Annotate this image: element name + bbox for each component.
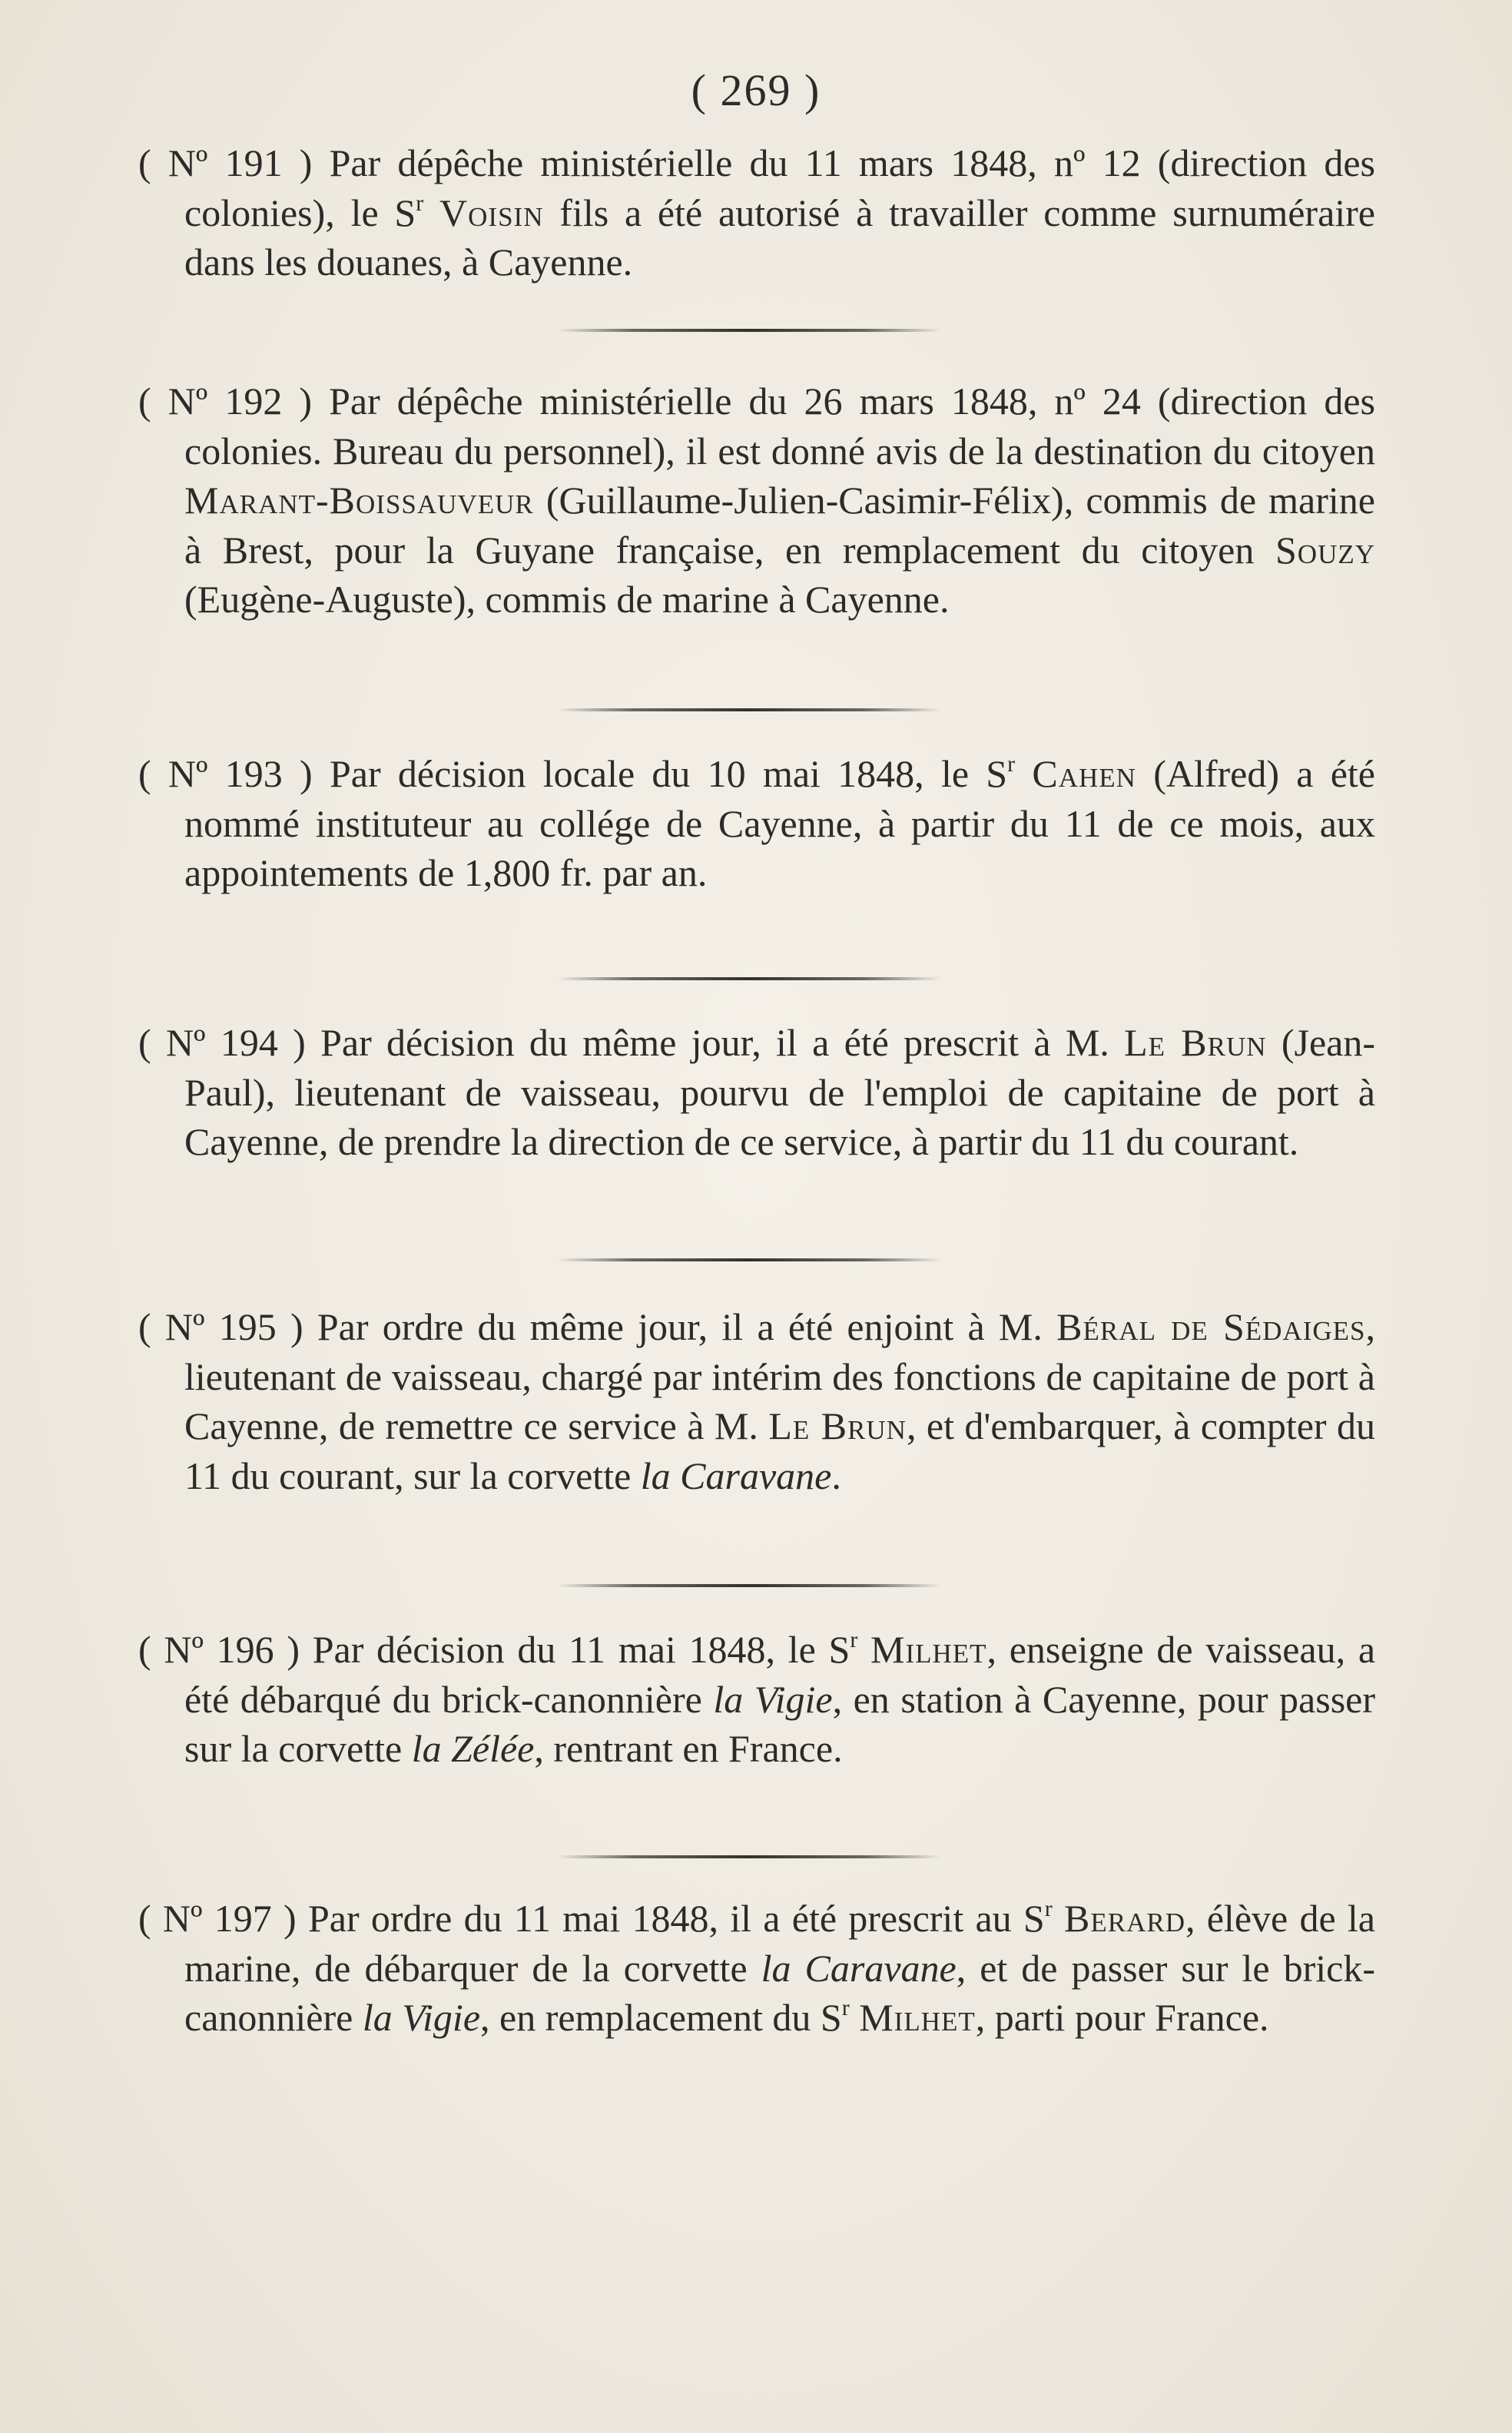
section-divider (557, 1258, 941, 1261)
person-name: Béral de Sédaiges (1056, 1305, 1366, 1348)
ship-name: la Caravane (640, 1454, 832, 1497)
section-divider (557, 329, 941, 332)
person-name: Cahen (1032, 752, 1136, 795)
entry-194 (138, 1018, 1375, 1167)
entry-text: ( Nº 196 ) Par décision du 11 mai 1848, le $S^r$ Milhet, enseigne de vaisseau, a été débarqué du brick-canonnière la Vigie, en station à Cayenne, pour passer sur la corvette la Zélée, rentrant en France. (138, 1627, 1376, 1770)
entry-192 (138, 376, 1375, 625)
ship-name: la Caravane (761, 1946, 957, 1990)
page-number: ( 269 ) (691, 65, 821, 115)
person-name: Le Brun (768, 1404, 907, 1447)
ship-name: la Vigie (713, 1677, 833, 1721)
entry-197 (138, 1894, 1375, 2043)
entry-number: ( Nº 197 ) (138, 1897, 308, 1940)
entry-number: ( Nº 194 ) (138, 1021, 321, 1064)
section-divider (557, 1855, 941, 1858)
superscript: r (416, 190, 424, 216)
person-name: Berard (1064, 1897, 1185, 1940)
section-divider (557, 1584, 941, 1587)
person-name: Le Brun (1124, 1021, 1267, 1064)
ship-name: la Vigie (362, 1996, 481, 2039)
entry-text: ( Nº 197 ) Par ordre du 11 mai 1848, il a été prescrit au $S^r$ Berard, élève de la marine, de débarquer de la corvette la Caravane, et de passer sur le brick-canonnière la Vigie, en remplacement du $S^r$ Milhet, parti pour France. (138, 1896, 1376, 2039)
entry-text: ( Nº 191 ) Par dépêche ministérielle du 11 mars 1848, nº 12 (direction des colonies), le $S^r$ Voisin fils a été autorisé à travailler comme surnuméraire dans les douanes, à Cayenne. (138, 141, 1376, 283)
person-name: Marant-Boissauveur (184, 479, 534, 522)
entry-193 (138, 749, 1375, 898)
section-divider (557, 977, 941, 980)
entry-196 (138, 1625, 1375, 1774)
entry-number: ( Nº 193 ) (138, 752, 330, 795)
entry-text: ( Nº 193 ) Par décision locale du 10 mai 1848, le $S^r$ Cahen (Alfred) a été nommé instituteur au collége de Cayenne, à partir du 11 de ce mois, aux appointements de 1,800 fr. par an. (138, 751, 1375, 894)
person-name: Voisin (439, 191, 544, 234)
entry-text: ( Nº 194 ) Par décision du même jour, il a été prescrit à M. Le Brun (Jean-Paul), lieutenant de vaisseau, pourvu de l'emploi de capitaine de port à Cayenne, de prendre la direction de ce service, à partir du 11 du courant. (138, 1021, 1375, 1163)
ship-name: la Zélée (411, 1727, 535, 1770)
entry-number: ( Nº 192 ) (138, 380, 330, 423)
person-name: Souzy (1275, 528, 1375, 572)
entry-number: ( Nº 195 ) (138, 1305, 317, 1348)
person-name: Milhet (859, 1996, 976, 2039)
entry-195 (138, 1302, 1375, 1500)
entry-text: ( Nº 192 ) Par dépêche ministérielle du 26 mars 1848, nº 24 (direction des colonies. Bureau du personnel), il est donné avis de la destination du citoyen Marant-Boissauveur (Guillaume-Julien-Casimir-Félix), commis de marine à Brest, pour la Guyane française, en remplacement du citoyen Souzy (Eugène-Auguste), commis de marine à Cayenne. (138, 380, 1375, 621)
entry-number: ( Nº 191 ) (138, 141, 330, 184)
entry-text: ( Nº 195 ) Par ordre du même jour, il a été enjoint à M. Béral de Sédaiges, lieutenant de vaisseau, chargé par intérim des fonctions de capitaine de port à Cayenne, de remettre ce service à M. Le Brun, et d'embarquer, à compter du 11 du courant, sur la corvette la Caravane. (138, 1305, 1376, 1497)
superscript: r (1007, 751, 1016, 777)
section-divider (557, 708, 941, 711)
superscript: r (850, 1627, 858, 1652)
entry-191 (138, 138, 1375, 287)
superscript: r (1044, 1896, 1053, 1921)
superscript: r (841, 1995, 850, 2020)
person-name: Milhet (870, 1628, 987, 1671)
entry-number: ( Nº 196 ) (138, 1628, 313, 1671)
